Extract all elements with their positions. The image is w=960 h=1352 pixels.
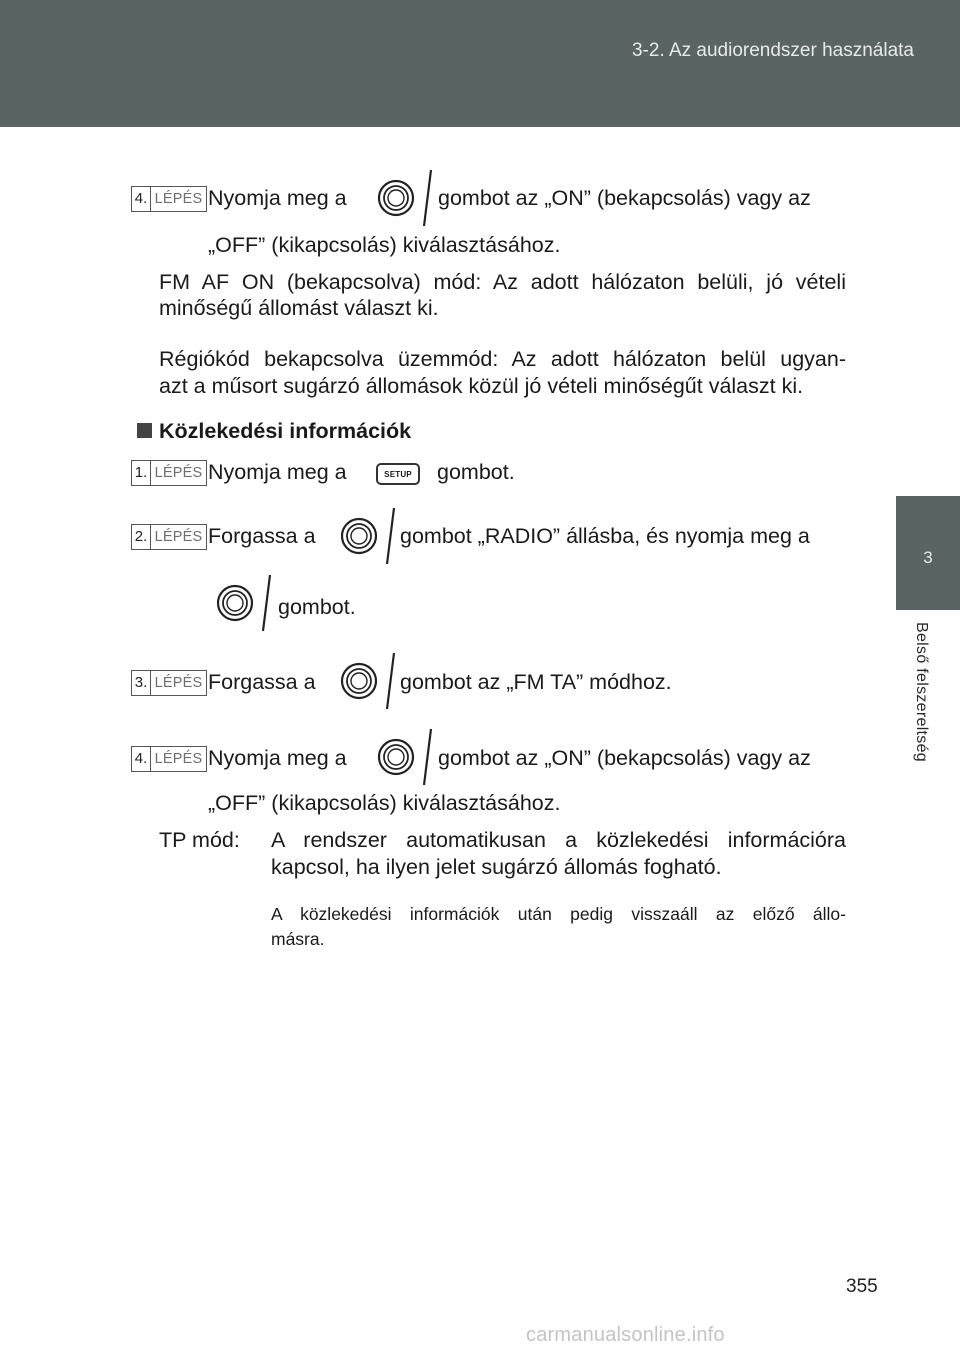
chapter-label: Belső felszereltség <box>913 622 930 762</box>
section-heading: Közlekedési információk <box>159 419 412 443</box>
step-text: gombot. <box>278 595 356 619</box>
step-text: „OFF” (kikapcsolás) kiválasztásához. <box>208 791 561 815</box>
step-text: Nyomja meg a <box>208 460 347 484</box>
tp-mode-label: TP mód: <box>159 828 240 852</box>
step-badge-4: 4. LÉPÉS <box>131 186 207 212</box>
step-text: Forgassa a <box>208 524 316 548</box>
step-badge-2: 2. LÉPÉS <box>131 524 207 550</box>
step-text: Nyomja meg a <box>208 746 347 770</box>
setup-button-icon: SETUP <box>376 463 420 485</box>
step-badge-1: 1. LÉPÉS <box>131 460 207 486</box>
chapter-number: 3 <box>923 548 933 567</box>
page-number: 355 <box>846 1276 878 1297</box>
section-bullet <box>137 423 152 438</box>
step-text: „OFF” (kikapcsolás) kiválasztásához. <box>208 233 561 257</box>
tp-mode-text: A rendszer automatikusan a közlekedési információra <box>271 828 846 852</box>
rotary-knob-icon <box>374 723 440 791</box>
step-text: gombot az „ON” (bekapcsolás) vagy az <box>438 186 811 210</box>
step-text: gombot „RADIO” állásba, és nyomja meg a <box>400 524 810 548</box>
step-text: gombot az „ON” (bekapcsolás) vagy az <box>438 746 811 770</box>
step-text: Nyomja meg a <box>208 186 347 210</box>
paragraph-line: minőségű állomást választ ki. <box>159 296 439 320</box>
rotary-knob-icon <box>213 569 279 637</box>
tp-mode-text: kapcsol, ha ilyen jelet sugárzó állomás fogható. <box>271 855 722 879</box>
chapter-tab <box>896 496 960 610</box>
paragraph-line: azt a műsort sugárzó állomások közül jó vételi minőségűt választ ki. <box>159 374 804 398</box>
step-badge-4: 4. LÉPÉS <box>131 746 207 772</box>
step-badge-3: 3. LÉPÉS <box>131 670 207 696</box>
page-header <box>0 0 960 127</box>
section-title-header: 3-2. Az audiorendszer használata <box>631 40 914 61</box>
watermark: carmanualsonline.info <box>526 1324 725 1346</box>
rotary-knob-icon <box>337 502 403 570</box>
tp-mode-note: másra. <box>271 929 325 949</box>
paragraph-line: Régiókód bekapcsolva üzemmód: Az adott hálózaton belül ugyan- <box>159 347 846 371</box>
step-text: gombot. <box>437 460 515 484</box>
rotary-knob-icon <box>337 647 403 715</box>
tp-mode-note: A közlekedési információk után pedig visszaáll az előző állo- <box>271 904 846 924</box>
step-text: Forgassa a <box>208 670 316 694</box>
paragraph-line: FM AF ON (bekapcsolva) mód: Az adott hálózaton belüli, jó vételi <box>159 270 846 294</box>
rotary-knob-icon <box>374 164 440 232</box>
step-text: gombot az „FM TA” módhoz. <box>400 670 672 694</box>
